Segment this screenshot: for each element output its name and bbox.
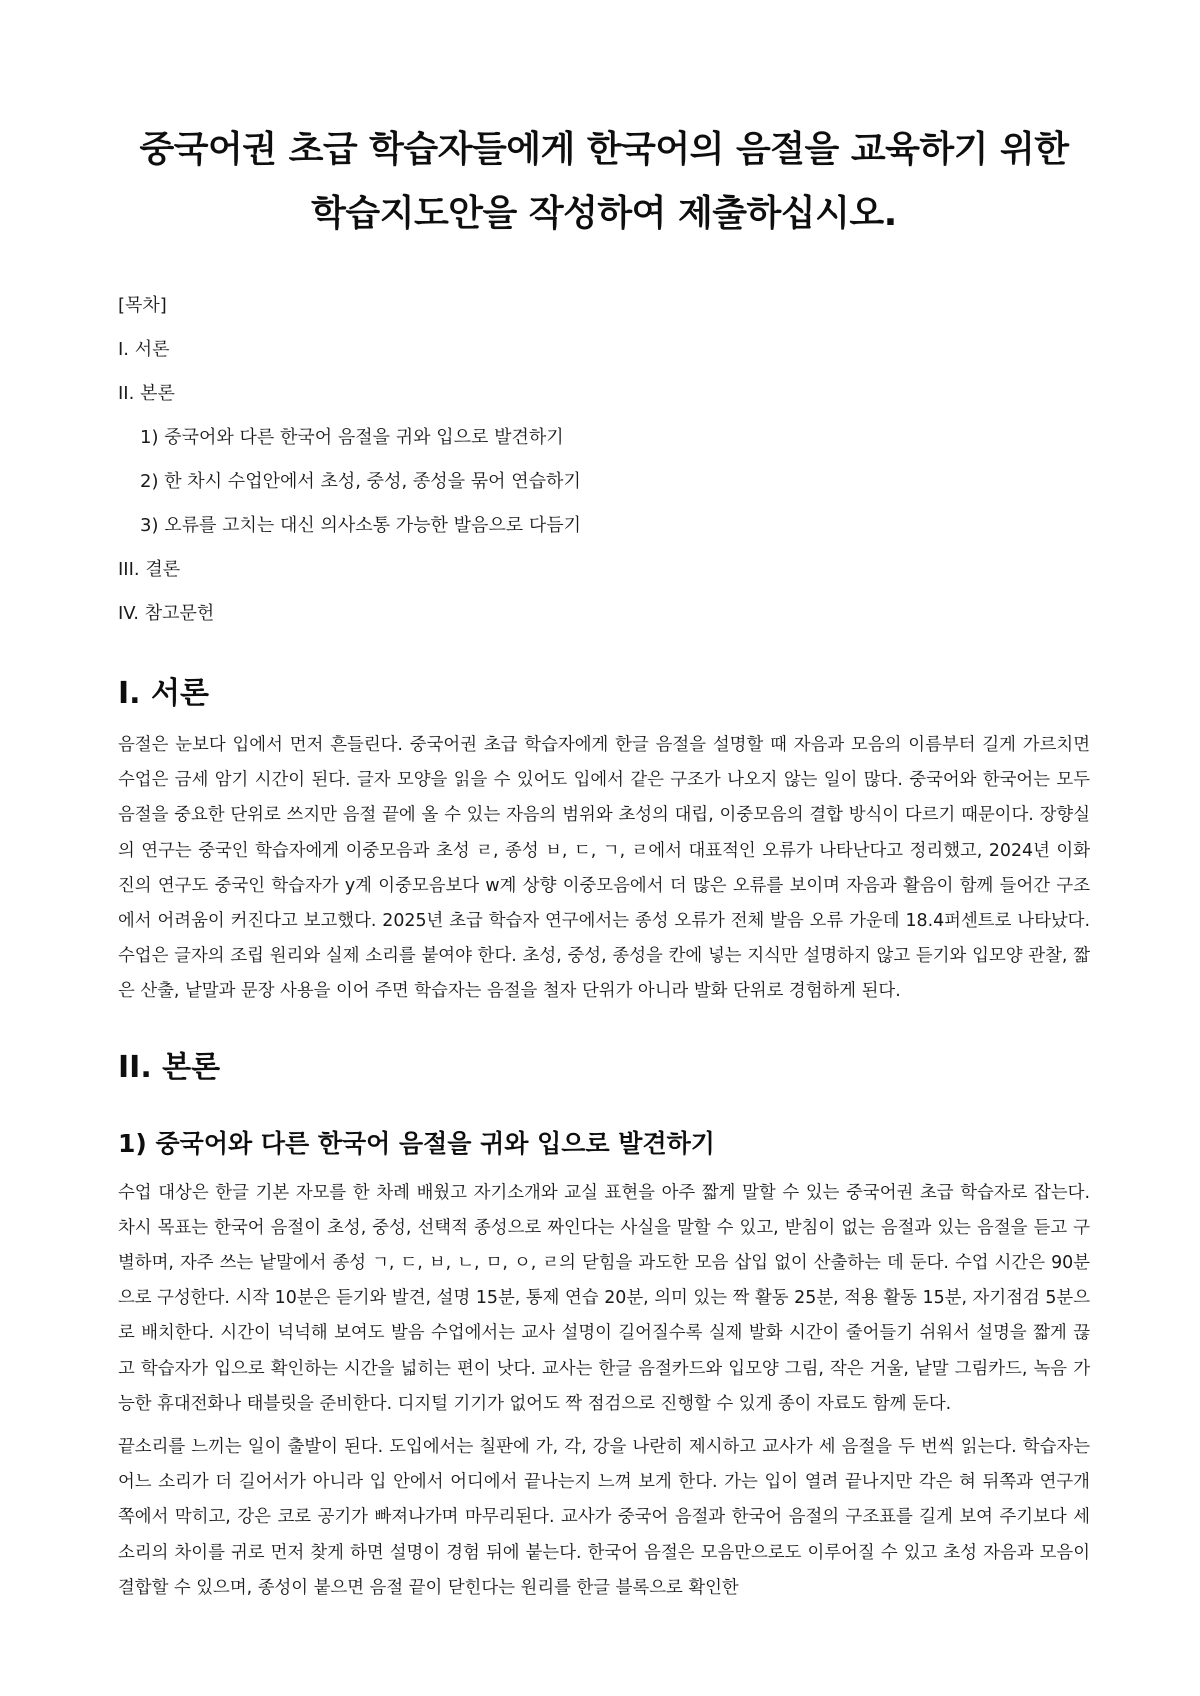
body-paragraph-1: 수업 대상은 한글 기본 자모를 한 차례 배웠고 자기소개와 교실 표현을 아주 짧게 말할 수 있는 중국어권 초급 학습자로 잡는다. 차시 목표는 한국어 음절이 초성, 중성, 선택적 종성으로 짜인다는 사실을 말할 수 있고, 받침이 없는 음절과 있는 음절을 듣고 구별하며, 자주 쓰는 낱말에서 종성 ㄱ, ㄷ, ㅂ, ㄴ, ㅁ, ㅇ, ㄹ의 닫힘을 과도한 모음 삽입 없이 산출하는 데 둔다. 수업 시간은 90분으로 구성한다. 시작 10분은 듣기와 발견, 설명 15분, 통제 연습 20분, 의미 있는 짝 활동 25분, 적용 활동 15분, 자기점검 5분으로 배치한다. 시간이 넉넉해 보여도 발음 수업에서는 교사 설명이 길어질수록 실제 발화 시간이 줄어들기 쉬워서 설명을 짧게 끊고 학습자가 입으로 확인하는 시간을 넓히는 편이 낫다. 교사는 한글 음절카드와 입모양 그림, 작은 거울, 낱말 그림카드, 녹음 가능한 휴대전화나 태블릿을 준비한다. 디지털 기기가 없어도 짝 점검으로 진행할 수 있게 종이 자료도 함께 둔다. (118, 1182, 1090, 1414)
toc-item-references: IV. 참고문헌 (118, 603, 215, 624)
section-heading-body: II. 본론 (118, 1049, 221, 1085)
section-heading-intro: I. 서론 (118, 676, 209, 711)
body-paragraph-2: 끝소리를 느끼는 일이 출발이 된다. 도입에서는 칠판에 가, 각, 강을 나란히 제시하고 교사가 세 음절을 두 번씩 읽는다. 학습자는 어느 소리가 더 길어서가 아니라 입 안에서 어디에서 끝나는지 느껴 보게 한다. 가는 입이 열려 끝나지만 각은 혀 뒤쪽과 연구개 쪽에서 막히고, 강은 코로 공기가 빠져나가며 마무리된다. 교사가 중국어 음절과 한국어 음절의 구조표를 길게 보여 주기보다 세 소리의 차이를 귀로 먼저 찾게 하면 설명이 경험 뒤에 붙는다. 한국어 음절은 모음만으로도 이루어질 수 있고 초성 자음과 모음이 결합할 수 있으며, 종성이 붙으면 음절 끝이 닫힌다는 원리를 한글 블록으로 확인한 (118, 1437, 1090, 1598)
document-title: 중국어권 초급 학습자들에게 한국어의 음절을 교육하기 위한 학습지도안을 작성하여 제출하십시오. (139, 129, 1069, 234)
toc-item-body: II. 본론 (118, 383, 175, 404)
toc-subitem-1: 1) 중국어와 다른 한국어 음절을 귀와 입으로 발견하기 (140, 427, 564, 448)
toc-heading: [목차] (118, 295, 167, 316)
toc-item-conclusion: III. 결론 (118, 559, 181, 580)
table-of-contents (118, 284, 1090, 636)
toc-subitem-2: 2) 한 차시 수업안에서 초성, 중성, 종성을 묶어 연습하기 (140, 471, 581, 492)
toc-item-intro: I. 서론 (118, 339, 170, 360)
intro-paragraph: 음절은 눈보다 입에서 먼저 흔들린다. 중국어권 초급 학습자에게 한글 음절을 설명할 때 자음과 모음의 이름부터 길게 가르치면 수업은 금세 암기 시간이 된다. 글자 모양을 읽을 수 있어도 입에서 같은 구조가 나오지 않는 일이 많다. 중국어와 한국어는 모두 음절을 중요한 단위로 쓰지만 음절 끝에 올 수 있는 자음의 범위와 초성의 대립, 이중모음의 결합 방식이 다르기 때문이다. 장향실의 연구는 중국인 학습자에게 이중모음과 초성 ㄹ, 종성 ㅂ, ㄷ, ㄱ, ㄹ에서 대표적인 오류가 나타난다고 정리했고, 2024년 이화진의 연구도 중국인 학습자가 y계 이중모음보다 w계 상향 이중모음에서 더 많은 오류를 보이며 자음과 활음이 함께 들어간 구조에서 어려움이 커진다고 보고했다. 2025년 초급 학습자 연구에서는 종성 오류가 전체 발음 오류 가운데 18.4퍼센트로 나타났다. 수업은 글자의 조립 원리와 실제 소리를 붙여야 한다. 초성, 중성, 종성을 칸에 넣는 지식만 설명하지 않고 듣기와 입모양 관찰, 짧은 산출, 낱말과 문장 사용을 이어 주면 학습자는 음절을 철자 단위가 아니라 발화 단위로 경험하게 된다. (118, 735, 1090, 1002)
toc-subitem-3: 3) 오류를 고치는 대신 의사소통 가능한 발음으로 다듬기 (140, 515, 582, 536)
subsection-heading-1: 1) 중국어와 다른 한국어 음절을 귀와 입으로 발견하기 (118, 1128, 715, 1158)
